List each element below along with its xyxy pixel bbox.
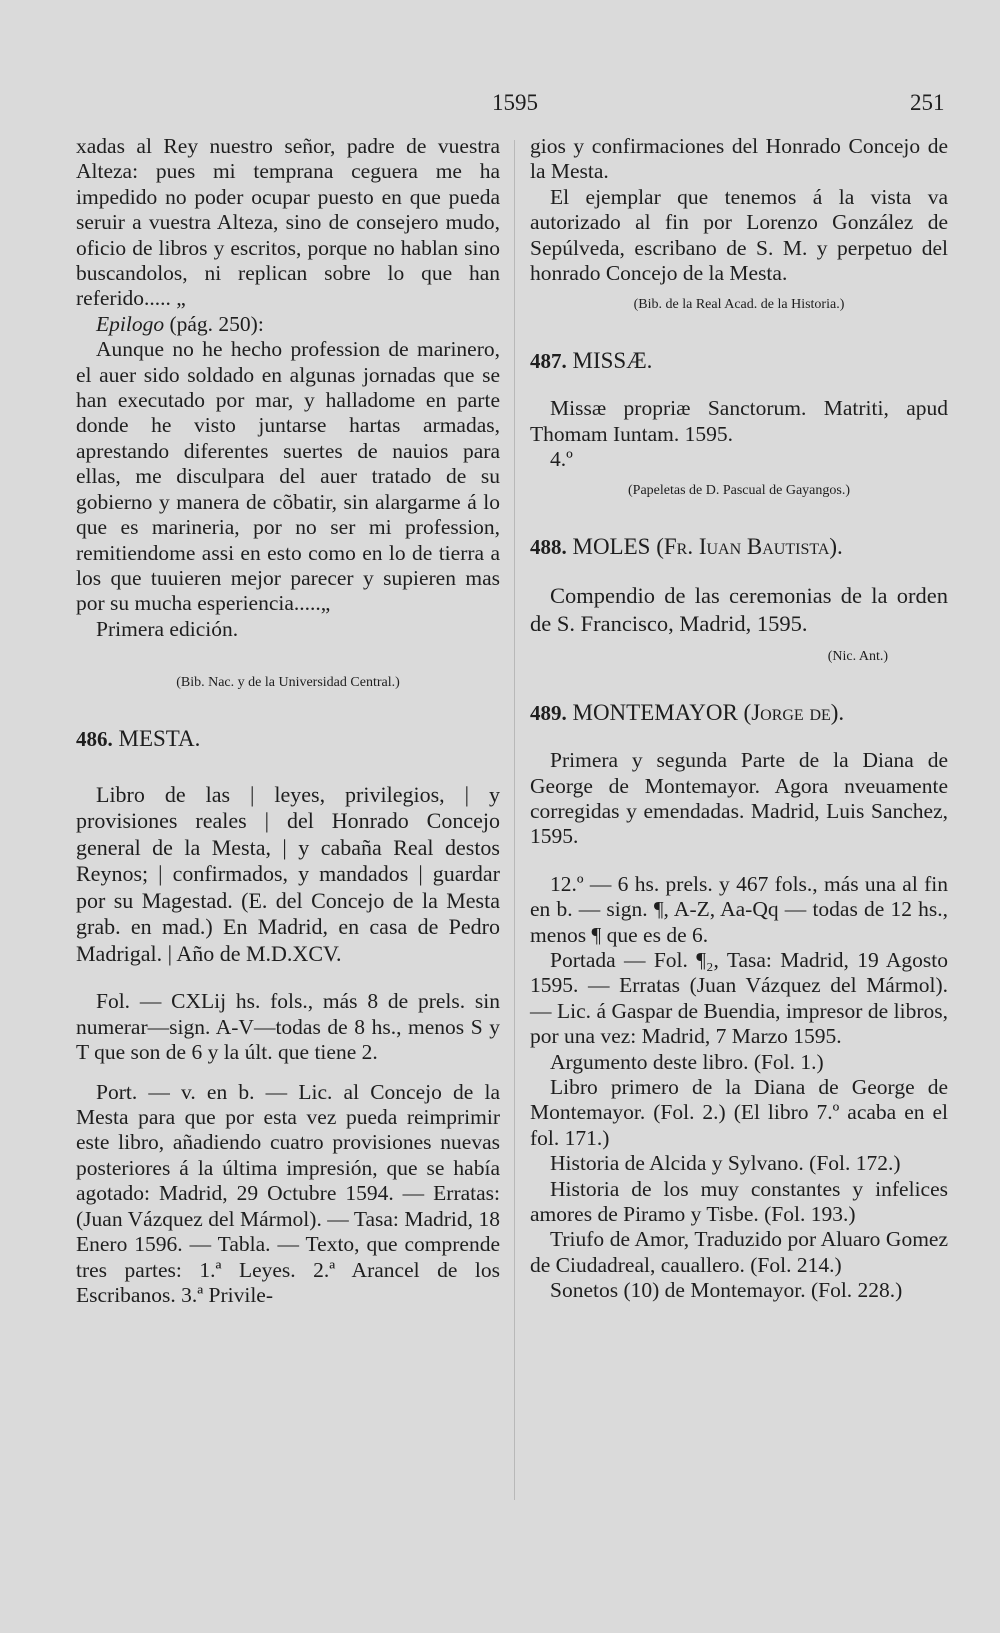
entry-489-desc: Argumento deste libro. (Fol. 1.) xyxy=(550,1049,824,1074)
ejemplar-note: El ejemplar que tenemos á la vista va autorizado al fin por Lorenzo González de Sepúlveda, escribano de S. M. y perpetuo del honrado Concejo de la Mesta. xyxy=(530,184,948,286)
epilogo-label: Epilogo xyxy=(96,311,165,336)
entry-title: MISSÆ. xyxy=(572,347,653,373)
entry-489-desc: Historia de Alcida y Sylvano. (Fol. 172.) xyxy=(550,1151,901,1176)
epilogo-heading xyxy=(76,312,500,337)
entry-489-heading xyxy=(530,700,948,726)
source-note: (Papeletas de D. Pascual de Gayangos.) xyxy=(628,483,850,499)
entry-487-text: Missæ propriæ Sanctorum. Matriti, apud Thomam Iuntam. 1595. xyxy=(530,396,948,446)
source-note: (Bib. de la Real Acad. de la Historia.) xyxy=(633,297,845,313)
entry-number: 489. xyxy=(530,700,567,725)
page-number: 251 xyxy=(910,90,945,115)
entry-487-format: 4.º xyxy=(550,447,573,472)
entry-488-heading xyxy=(530,534,948,560)
edition-note: Primera edición. xyxy=(96,616,239,641)
entry-489-desc: Libro primero de la Diana de George de Montemayor. (Fol. 2.) (El libro 7.º acaba en el fol. 171.) xyxy=(530,1074,948,1150)
page-header xyxy=(0,90,1000,122)
entry-486-desc-2: Port. — v. en b. — Lic. al Concejo de la Mesta para que por esta vez pueda reimprimir este libro, añadiendo cuatro provisiones nuevas posteriores á la última impresión, que se había agotado: Madrid, 29 Octubre 1594. — Erratas: (Juan Vázquez del Mármol). — Tasa: Madrid, 18 Enero 1596. — Tabla. — Texto, que comprende tres partes: 1.ª Leyes. 2.ª Arancel de los Escribanos. 3.ª Privile- xyxy=(76,1079,500,1307)
entry-489-desc: Historia de los muy constantes y infelices amores de Piramo y Tisbe. (Fol. 193.) xyxy=(530,1176,948,1226)
left-column xyxy=(76,134,500,1308)
entry-486-heading xyxy=(76,726,500,752)
entry-487-heading xyxy=(530,348,948,374)
entry-number: 487. xyxy=(530,348,567,373)
entry-489-desc: Portada — Fol. ¶₂, Tasa: Madrid, 19 Agosto 1595. — Erratas (Juan Vázquez del Mármol). — Lic. á Gaspar de Buendia, impresor de libros, por una vez: Madrid, 7 Marzo 1595. xyxy=(530,947,948,1049)
entry-486-desc-1: Fol. — CXLij hs. fols., más 8 de prels. sin numerar—sign. A-V—todas de 8 hs., menos S y T que son de 6 y la últ. que tiene 2. xyxy=(76,989,500,1065)
continued-text: gios y confirmaciones del Honrado Concejo de la Mesta. xyxy=(530,134,948,184)
header-year: 1595 xyxy=(492,90,538,115)
source-note: (Bib. Nac. y de la Universidad Central.) xyxy=(176,675,400,691)
entry-489-desc: Triufo de Amor, Traduzido por Aluaro Gomez de Ciudadreal, cauallero. (Fol. 214.) xyxy=(530,1227,948,1277)
epilogo-ref: (pág. 250): xyxy=(164,311,264,336)
column-divider xyxy=(514,140,515,1500)
continued-text: xadas al Rey nuestro señor, padre de vuestra Alteza: pues mi temprana ceguera me ha impedido no poder ocupar puesto en que pueda seruir a vuestra Alteza, sino de consejero mudo, oficio de libros y escritos, porque no hablan sino buscandolos, ni replican sobre lo que han referido..... „ xyxy=(76,134,500,311)
entry-number: 486. xyxy=(76,726,113,751)
entry-489-desc: Sonetos (10) de Montemayor. (Fol. 228.) xyxy=(550,1278,903,1303)
right-column xyxy=(530,134,948,1304)
entry-title: MESTA. xyxy=(118,725,201,751)
entry-488-text: Compendio de las ceremonias de la orden de S. Francisco, Madrid, 1595. xyxy=(530,583,948,637)
entry-489-text: Primera y segunda Parte de la Diana de George de Montemayor. Agora nveuamente corregidas y emendadas. Madrid, Luis Sanchez, 1595. xyxy=(530,748,948,849)
source-note: (Nic. Ant.) xyxy=(827,649,888,665)
entry-486-title-text: Libro de las | leyes, privilegios, | y provisiones reales | del Honrado Concejo general de la Mesta, | y cabaña Real destos Reynos; | confirmados, y mandados | guardar por su Magestad. (E. del Concejo de la Mesta grab. en mad.) En Madrid, en casa de Pedro Madrigal. | Año de M.D.XCV. xyxy=(76,781,500,966)
entry-title: MOLES (Fr. Iuan Bautista). xyxy=(572,533,843,559)
entry-title: MONTEMAYOR (Jorge de). xyxy=(572,699,845,725)
entry-number: 488. xyxy=(530,534,567,559)
epilogo-text: Aunque no he hecho profession de marinero, el auer sido soldado en algunas jornadas que se han executado por mar, y halladome en parte donde he visto juntarse hartas armadas, aprestando diferentes suertes de nauios para ellas, me disculpara del auer tratado de su gobierno y manera de cõbatir, sin alargarme á lo que es marineria, por no ser mi profession, remitiendome assi en esto como en lo de tierra a los que tuuieren mejor parecer y supieren mas por su mucha esperiencia.....„ xyxy=(76,337,500,616)
entry-489-desc: 12.º — 6 hs. prels. y 467 fols., más una al fin en b. — sign. ¶, A-Z, Aa-Qq — todas de 12 hs., menos ¶ que es de 6. xyxy=(530,871,948,947)
